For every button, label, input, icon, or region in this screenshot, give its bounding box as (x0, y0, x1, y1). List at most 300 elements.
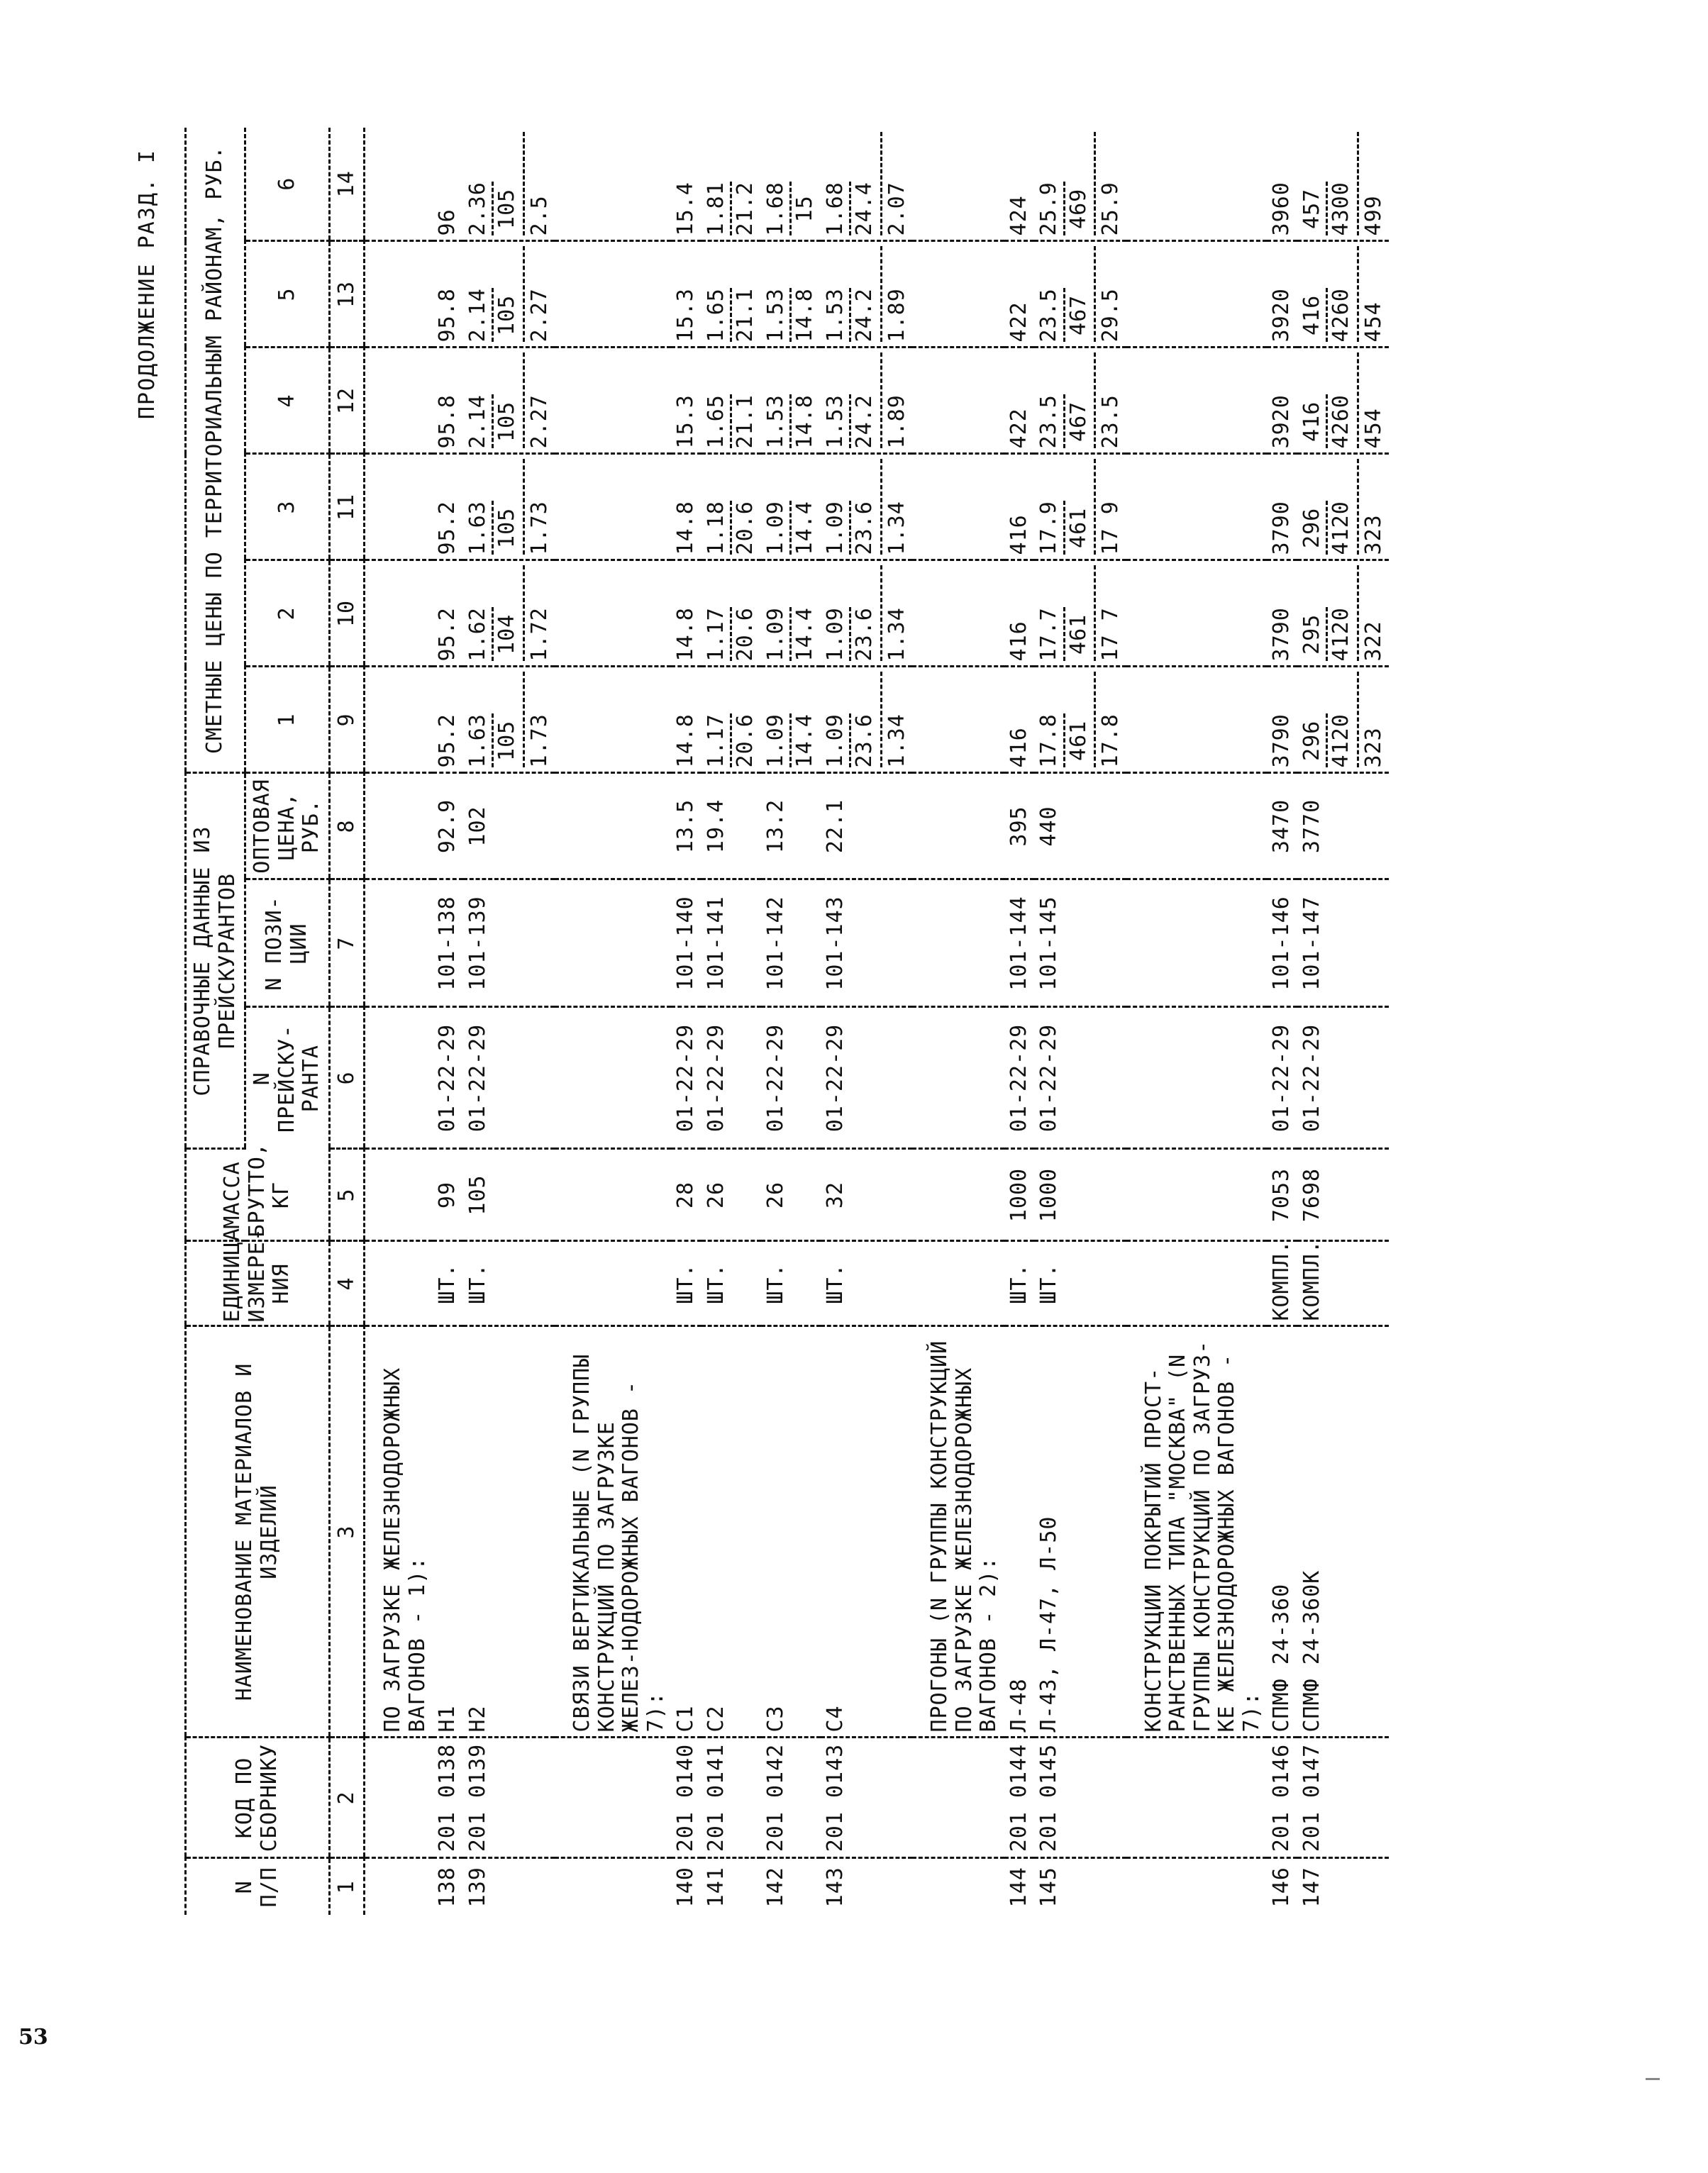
continuation-label: ПРОДОЛЖЕНИЕ РАЗД. I (135, 149, 160, 420)
table-row (463, 128, 555, 1915)
table-body (365, 128, 1390, 1915)
header-wholesale: ОПТОВАЯ ЦЕНА, РУБ. (245, 773, 330, 879)
column-number: 8 (329, 773, 365, 879)
row-position: 101-144 (1004, 879, 1035, 1007)
row-wholesale: 440 (1034, 773, 1126, 879)
price-numerator: 23.5 (1037, 394, 1065, 448)
price-value: 95.8 (435, 288, 460, 343)
region-price-cell (1004, 560, 1035, 667)
price-value: 95.2 (435, 713, 460, 768)
price-fraction (764, 607, 818, 661)
region-price-cell (1267, 667, 1297, 773)
price-denominator: 469 (1065, 188, 1091, 229)
region-price-cell (1297, 667, 1390, 773)
price-total: 454 (1357, 246, 1387, 342)
price-denominator: 461 (1065, 613, 1091, 655)
row-unit: ШТ. (671, 1241, 702, 1326)
price-numerator: 1.53 (764, 288, 792, 342)
region-price-cell (761, 241, 821, 348)
price-value: 15.4 (673, 182, 698, 236)
price-numerator: 295 (1300, 607, 1329, 661)
region-price-cell (463, 560, 555, 667)
group-title: ПРОГОНЫ (N ГРУППЫ КОНСТРУКЦИЙ ПО ЗАГРУЗКЕ ЖЕЛЕЗНОДОРОЖНЫХ ВАГОНОВ - 2): (912, 1326, 1004, 1738)
empty-cell (912, 1149, 1004, 1241)
row-mass: 1000 (1004, 1149, 1035, 1241)
price-fraction (1300, 394, 1354, 448)
price-total: 17.8 (1094, 672, 1124, 767)
price-fraction (824, 607, 877, 661)
row-wholesale: 13.2 (761, 773, 821, 879)
region-price-cell (463, 241, 555, 348)
price-denominator: 14.8 (792, 394, 817, 449)
price-numerator: 1.53 (824, 288, 852, 342)
price-denominator: 4260 (1329, 394, 1353, 449)
region-price-cell (702, 667, 761, 773)
row-mass: 105 (463, 1149, 555, 1241)
price-total: 23.5 (1094, 352, 1124, 448)
row-mass: 1000 (1034, 1149, 1126, 1241)
row-position: 101-143 (821, 879, 913, 1007)
empty-cell (365, 1858, 433, 1915)
price-fraction (1037, 607, 1091, 661)
price-fraction (764, 501, 818, 555)
price-value: 424 (1006, 195, 1031, 236)
row-code: 201 0139 (463, 1738, 555, 1858)
region-price-cell (1267, 128, 1297, 241)
price-total: 1.72 (523, 565, 553, 661)
empty-cell (1126, 454, 1268, 560)
price-fraction (704, 288, 758, 342)
price-denominator: 23.6 (852, 501, 877, 555)
price-denominator: 461 (1065, 507, 1091, 548)
row-name: СПМФ 24-360 (1267, 1326, 1297, 1738)
price-denominator: 4120 (1329, 607, 1353, 662)
price-value: 14.8 (673, 501, 698, 555)
row-pricelist: 01-22-29 (702, 1007, 761, 1149)
empty-cell (365, 1149, 433, 1241)
row-pricelist: 01-22-29 (671, 1007, 702, 1149)
region-price-cell (433, 348, 463, 454)
price-fraction (466, 288, 520, 342)
row-code: 201 0146 (1267, 1738, 1297, 1858)
price-denominator: 23.6 (852, 713, 877, 768)
empty-cell (365, 667, 433, 773)
row-name: Л-48 (1004, 1326, 1035, 1738)
price-total: 1.89 (880, 352, 910, 448)
empty-cell (555, 1149, 671, 1241)
price-numerator: 1.09 (824, 607, 852, 661)
empty-cell (912, 667, 1004, 773)
region-price-cell (463, 667, 555, 773)
row-code: 201 0147 (1297, 1738, 1390, 1858)
table-row (1004, 128, 1035, 1915)
group-title: КОНСТРУКЦИИ ПОКРЫТИЙ ПРОСТ-РАНСТВЕННЫХ ТИПА "МОСКВА" (N ГРУППЫ КОНСТРУКЦИЙ ПО ЗАГРУЗ-КЕ ЖЕЛЕЗНОДОРОЖНЫХ ВАГОНОВ - 7): (1126, 1326, 1268, 1738)
price-total: 2.27 (523, 246, 553, 342)
price-fraction (824, 394, 877, 448)
row-position: 101-139 (463, 879, 555, 1007)
row-pricelist: 01-22-29 (821, 1007, 913, 1149)
empty-cell (555, 128, 671, 241)
price-value: 416 (1006, 621, 1031, 662)
row-name: СПМФ 24-360К (1297, 1326, 1390, 1738)
price-fraction (1037, 394, 1091, 448)
price-denominator: 105 (494, 188, 519, 229)
row-number: 144 (1006, 1867, 1031, 1908)
region-price-cell (821, 560, 913, 667)
price-fraction (764, 394, 818, 448)
price-numerator: 1.09 (824, 713, 852, 767)
price-denominator: 24.2 (852, 288, 877, 343)
column-number: 4 (329, 1241, 365, 1326)
region-price-cell (1034, 454, 1126, 560)
region-price-cell (1034, 560, 1126, 667)
empty-cell (912, 560, 1004, 667)
price-fraction (824, 288, 877, 342)
empty-cell (365, 560, 433, 667)
row-wholesale: 3470 (1267, 773, 1297, 879)
price-denominator: 105 (494, 294, 519, 335)
row-mass: 99 (433, 1149, 463, 1241)
row-number: 141 (703, 1867, 728, 1908)
price-value: 3920 (1269, 288, 1294, 343)
row-name: С1 (671, 1326, 702, 1738)
price-numerator: 17.7 (1037, 607, 1065, 661)
header-region: 2 (245, 560, 330, 667)
price-numerator: 1.18 (704, 501, 733, 555)
price-denominator: 15 (792, 195, 817, 223)
row-number: 143 (822, 1867, 848, 1908)
price-value: 96 (435, 209, 460, 236)
page-header (128, 128, 170, 1915)
price-value: 422 (1006, 408, 1031, 449)
price-fraction (764, 182, 818, 235)
price-fraction (466, 713, 520, 767)
table-row (1034, 128, 1126, 1915)
price-fraction (764, 713, 818, 767)
row-unit: ШТ. (1004, 1241, 1035, 1326)
price-value: 3790 (1269, 501, 1294, 555)
price-numerator: 2.14 (466, 394, 494, 448)
header-reference-group: СПРАВОЧНЫЕ ДАННЫЕ ИЗ ПРЕЙСКУРАНТОВ (186, 773, 245, 1149)
empty-cell (1126, 773, 1268, 879)
price-fraction (1300, 607, 1354, 661)
price-total: 323 (1357, 672, 1387, 767)
region-price-cell (671, 560, 702, 667)
price-numerator: 1.53 (824, 394, 852, 448)
price-numerator: 1.63 (466, 501, 494, 555)
price-value: 3920 (1269, 394, 1294, 449)
row-name: С4 (821, 1326, 913, 1738)
price-denominator: 4120 (1329, 501, 1353, 555)
price-total: 1.34 (880, 672, 910, 767)
price-denominator: 14.8 (792, 288, 817, 343)
price-denominator: 4120 (1329, 713, 1353, 768)
price-denominator: 20.6 (733, 607, 758, 662)
price-fraction (466, 394, 520, 448)
price-numerator: 1.62 (466, 607, 494, 661)
price-numerator: 1.65 (704, 288, 733, 342)
price-fraction (824, 182, 877, 235)
row-unit: ШТ. (1034, 1241, 1126, 1326)
row-position: 101-140 (671, 879, 702, 1007)
region-price-cell (761, 348, 821, 454)
row-unit: ШТ. (463, 1241, 555, 1326)
price-total: 17 7 (1094, 565, 1124, 661)
row-unit: КОМПЛ. (1297, 1241, 1390, 1326)
header-pricelist: N ПРЕЙСКУ-РАНТА (245, 1007, 330, 1149)
empty-cell (365, 879, 433, 1007)
region-price-cell (671, 667, 702, 773)
price-total: 2.07 (880, 132, 910, 236)
region-price-cell (1004, 241, 1035, 348)
region-price-cell (671, 241, 702, 348)
row-wholesale: 19.4 (702, 773, 761, 879)
column-number: 9 (329, 667, 365, 773)
region-price-cell (1034, 128, 1126, 241)
empty-cell (912, 773, 1004, 879)
price-denominator: 105 (494, 507, 519, 548)
region-price-cell (821, 348, 913, 454)
table-row (821, 128, 913, 1915)
region-price-cell (1004, 348, 1035, 454)
column-number: 5 (329, 1149, 365, 1241)
column-number: 6 (329, 1007, 365, 1149)
empty-cell (1126, 1241, 1268, 1326)
region-price-cell (433, 128, 463, 241)
row-name: Л-43, Л-47, Л-50 (1034, 1326, 1126, 1738)
region-price-cell (1267, 454, 1297, 560)
price-numerator: 17.9 (1037, 501, 1065, 555)
row-mass: 32 (821, 1149, 913, 1241)
region-price-cell (1297, 560, 1390, 667)
header-region: 6 (245, 128, 330, 241)
row-unit: ШТ. (702, 1241, 761, 1326)
row-number: 147 (1299, 1867, 1324, 1908)
empty-cell (1126, 1007, 1268, 1149)
row-name: Н1 (433, 1326, 463, 1738)
table-header (186, 128, 365, 1915)
group-title-row (912, 128, 1004, 1915)
region-price-cell (1267, 241, 1297, 348)
empty-cell (555, 241, 671, 348)
price-total: 499 (1357, 132, 1387, 236)
row-wholesale: 3770 (1297, 773, 1390, 879)
region-price-cell (1004, 667, 1035, 773)
row-code: 201 0143 (821, 1738, 913, 1858)
row-mass: 28 (671, 1149, 702, 1241)
column-number: 11 (329, 454, 365, 560)
empty-cell (555, 560, 671, 667)
price-numerator: 296 (1300, 501, 1329, 555)
price-total: 25.9 (1094, 132, 1124, 236)
region-price-cell (671, 454, 702, 560)
group-title-row (1126, 128, 1268, 1915)
price-total: 17 9 (1094, 459, 1124, 555)
region-price-cell (463, 348, 555, 454)
row-position: 101-142 (761, 879, 821, 1007)
price-fraction (1300, 713, 1354, 767)
row-name: С2 (702, 1326, 761, 1738)
region-price-cell (463, 128, 555, 241)
header-price-group: СМЕТНЫЕ ЦЕНЫ ПО ТЕРРИТОРИАЛЬНЫМ РАЙОНАМ, РУБ. (186, 128, 245, 773)
row-position: 101-145 (1034, 879, 1126, 1007)
price-value: 416 (1006, 727, 1031, 768)
region-price-cell (821, 241, 913, 348)
price-denominator: 24.2 (852, 394, 877, 449)
price-numerator: 1.63 (466, 713, 494, 767)
price-total: 1.34 (880, 459, 910, 555)
region-price-cell (702, 454, 761, 560)
row-wholesale: 13.5 (671, 773, 702, 879)
empty-cell (555, 1007, 671, 1149)
price-numerator: 416 (1300, 288, 1329, 342)
row-wholesale: 22.1 (821, 773, 913, 879)
region-price-cell (761, 454, 821, 560)
price-denominator: 105 (494, 401, 519, 442)
empty-cell (912, 1007, 1004, 1149)
region-price-cell (761, 667, 821, 773)
column-number: 12 (329, 348, 365, 454)
empty-cell (555, 773, 671, 879)
price-numerator: 2.14 (466, 288, 494, 342)
price-numerator: 1.53 (764, 394, 792, 448)
region-price-cell (1297, 348, 1390, 454)
price-fraction (1300, 288, 1354, 342)
price-total: 2.27 (523, 352, 553, 448)
price-denominator: 14.4 (792, 607, 817, 662)
price-numerator: 23.5 (1037, 288, 1065, 342)
price-fraction (466, 501, 520, 555)
price-denominator: 104 (494, 613, 519, 655)
row-pricelist: 01-22-29 (463, 1007, 555, 1149)
price-denominator: 105 (494, 720, 519, 761)
column-number: 1 (329, 1858, 365, 1915)
price-fraction (1300, 182, 1354, 235)
header-n: N П/П (186, 1858, 330, 1915)
price-fraction (704, 394, 758, 448)
row-name: С3 (761, 1326, 821, 1738)
column-number: 2 (329, 1738, 365, 1858)
price-denominator: 21.2 (733, 182, 758, 236)
price-numerator: 1.09 (764, 607, 792, 661)
empty-cell (555, 1858, 671, 1915)
price-numerator: 1.09 (824, 501, 852, 555)
empty-cell (1126, 667, 1268, 773)
empty-cell (912, 241, 1004, 348)
empty-cell (1126, 128, 1268, 241)
price-fraction (704, 607, 758, 661)
column-number: 7 (329, 879, 365, 1007)
header-region: 1 (245, 667, 330, 773)
region-price-cell (821, 128, 913, 241)
region-price-cell (671, 348, 702, 454)
price-value: 422 (1006, 301, 1031, 343)
price-total: 322 (1357, 565, 1387, 661)
empty-cell (1126, 241, 1268, 348)
header-name: НАИМЕНОВАНИЕ МАТЕРИАЛОВ И ИЗДЕЛИЙ (186, 1326, 330, 1738)
row-mass: 26 (702, 1149, 761, 1241)
row-pricelist: 01-22-29 (1034, 1007, 1126, 1149)
empty-cell (1126, 1858, 1268, 1915)
price-total: 2.5 (523, 132, 553, 236)
empty-cell (1126, 879, 1268, 1007)
price-numerator: 1.81 (704, 182, 733, 235)
region-price-cell (702, 128, 761, 241)
price-denominator: 467 (1065, 401, 1091, 442)
price-denominator: 4260 (1329, 288, 1353, 343)
empty-cell (365, 1007, 433, 1149)
region-price-cell (1004, 128, 1035, 241)
price-denominator: 21.1 (733, 394, 758, 449)
empty-cell (912, 1241, 1004, 1326)
region-price-cell (1267, 560, 1297, 667)
header-region: 4 (245, 348, 330, 454)
region-price-cell (702, 560, 761, 667)
price-value: 3960 (1269, 182, 1294, 236)
region-price-cell (671, 128, 702, 241)
region-price-cell (1297, 128, 1390, 241)
price-fraction (704, 713, 758, 767)
price-value: 15.3 (673, 288, 698, 343)
region-price-cell (821, 454, 913, 560)
table-row (1267, 128, 1297, 1915)
empty-cell (365, 128, 433, 241)
row-position: 101-141 (702, 879, 761, 1007)
price-total: 1.34 (880, 565, 910, 661)
price-denominator: 467 (1065, 294, 1091, 335)
empty-cell (912, 1738, 1004, 1858)
empty-cell (555, 1738, 671, 1858)
price-numerator: 1.68 (764, 182, 792, 235)
region-price-cell (821, 667, 913, 773)
price-value: 14.8 (673, 713, 698, 768)
price-fraction (764, 288, 818, 342)
empty-cell (555, 667, 671, 773)
price-value: 95.8 (435, 394, 460, 449)
region-price-cell (1297, 454, 1390, 560)
row-number: 146 (1269, 1867, 1294, 1908)
price-value: 14.8 (673, 607, 698, 662)
row-unit: ШТ. (761, 1241, 821, 1326)
empty-cell (365, 348, 433, 454)
group-title: ПО ЗАГРУЗКЕ ЖЕЛЕЗНОДОРОЖНЫХ ВАГОНОВ - 1): (365, 1326, 433, 1738)
empty-cell (912, 879, 1004, 1007)
empty-cell (1126, 348, 1268, 454)
empty-cell (365, 1738, 433, 1858)
row-name: Н2 (463, 1326, 555, 1738)
row-number: 142 (762, 1867, 788, 1908)
price-denominator: 24.4 (852, 182, 877, 236)
row-code: 201 0141 (702, 1738, 761, 1858)
empty-cell (555, 454, 671, 560)
header-mass: МАССА БРУТТО, КГ (186, 1149, 330, 1241)
region-price-cell (1004, 454, 1035, 560)
table-row (671, 128, 702, 1915)
price-denominator: 21.1 (733, 288, 758, 343)
table-row (761, 128, 821, 1915)
price-numerator: 2.36 (466, 182, 494, 235)
empty-cell (365, 773, 433, 879)
group-title: СВЯЗИ ВЕРТИКАЛЬНЫЕ (N ГРУППЫ КОНСТРУКЦИЙ ПО ЗАГРУЗКЕ ЖЕЛЕЗ-НОДОРОЖНЫХ ВАГОНОВ - 7): (555, 1326, 671, 1738)
row-code: 201 0140 (671, 1738, 702, 1858)
empty-cell (1126, 1149, 1268, 1241)
table-row (702, 128, 761, 1915)
price-numerator: 1.09 (764, 713, 792, 767)
row-number: 139 (465, 1867, 490, 1908)
page-edge-mark (1646, 2078, 1660, 2080)
price-value: 95.2 (435, 501, 460, 555)
empty-cell (1126, 560, 1268, 667)
